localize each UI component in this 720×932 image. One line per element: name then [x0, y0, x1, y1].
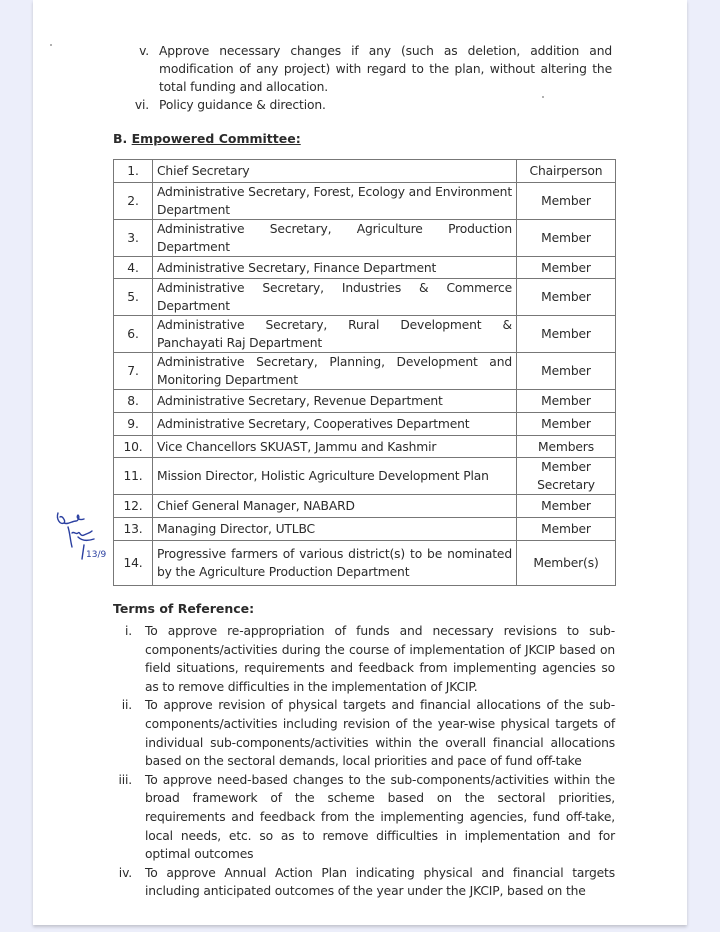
table-row — [114, 458, 616, 495]
serial-number: 9. — [114, 413, 153, 436]
list-item — [113, 96, 613, 114]
list-item-number: iv. — [118, 865, 132, 880]
section-title: Empowered Committee: — [131, 131, 301, 146]
section-prefix: B. — [113, 131, 128, 146]
section-heading-empowered-committee — [113, 131, 301, 146]
serial-number: 4. — [114, 257, 153, 279]
list-item-number: v. — [139, 44, 149, 58]
table-row — [114, 257, 616, 279]
serial-number: 1. — [114, 160, 153, 183]
list-item-text: To approve need-based changes to the sub-components/activities within the broad framework of the scheme based on the sectoral priorities, requirements and feedback from the implementing agencies, fund off-take, local needs, etc. so as to remove difficulties in implementation and for optimal outcomes — [145, 772, 615, 862]
member-role: Member — [517, 518, 616, 541]
list-item-text: Policy guidance & direction. — [159, 98, 326, 112]
powers-list — [113, 42, 613, 114]
handwritten-signature-icon — [54, 507, 116, 569]
table-row — [114, 436, 616, 458]
member-role: Member — [517, 413, 616, 436]
list-item-number: iii. — [118, 772, 132, 787]
serial-number: 6. — [114, 316, 153, 353]
member-role: Member — [517, 390, 616, 413]
list-item — [100, 864, 620, 901]
serial-number: 14. — [114, 541, 153, 586]
table-row — [114, 316, 616, 353]
member-designation: Managing Director, UTLBC — [153, 518, 517, 541]
committee-table — [113, 159, 616, 586]
serial-number: 13. — [114, 518, 153, 541]
member-designation: Administrative Secretary, Finance Department — [153, 257, 517, 279]
serial-number: 8. — [114, 390, 153, 413]
list-item-text: To approve Annual Action Plan indicating physical and financial targets including anticipated outcomes of the year under the JKCIP, based on the — [145, 865, 615, 899]
serial-number: 3. — [114, 220, 153, 257]
table-row — [114, 390, 616, 413]
table-row — [114, 160, 616, 183]
list-item — [100, 696, 620, 770]
list-item — [100, 622, 620, 696]
serial-number: 11. — [114, 458, 153, 495]
member-designation: Administrative Secretary, Cooperatives Department — [153, 413, 517, 436]
member-designation: Administrative Secretary, Rural Development & Panchayati Raj Department — [153, 316, 517, 353]
table-row — [114, 279, 616, 316]
serial-number: 5. — [114, 279, 153, 316]
member-designation: Mission Director, Holistic Agriculture Development Plan — [153, 458, 517, 495]
member-role: Member — [517, 495, 616, 518]
member-role: Member(s) — [517, 541, 616, 586]
member-designation: Administrative Secretary, Industries & Commerce Department — [153, 279, 517, 316]
list-item-number: vi. — [134, 98, 149, 112]
member-role: Member — [517, 353, 616, 390]
serial-number: 7. — [114, 353, 153, 390]
list-item-number: i. — [124, 624, 132, 638]
table-row — [114, 183, 616, 220]
member-role: Chairperson — [517, 160, 616, 183]
list-item — [100, 771, 620, 864]
member-role: Member — [517, 220, 616, 257]
table-row — [114, 541, 616, 586]
table-row — [114, 413, 616, 436]
member-designation: Progressive farmers of various district(s) to be nominated by the Agriculture Production Department — [153, 541, 517, 586]
list-item-number: ii. — [121, 698, 132, 713]
serial-number: 12. — [114, 495, 153, 518]
list-item-text: To approve re-appropriation of funds and necessary revisions to sub-components/activities during the course of implementation of JKCIP based on field situations, requirements and feedback from implementing agencies so as to remove difficulties in the implementation of JKCIP. — [145, 624, 615, 694]
member-designation: Chief Secretary — [153, 160, 517, 183]
serial-number: 10. — [114, 436, 153, 458]
table-row — [114, 495, 616, 518]
member-role: Member — [517, 257, 616, 279]
member-designation: Vice Chancellors SKUAST, Jammu and Kashmir — [153, 436, 517, 458]
member-designation: Administrative Secretary, Revenue Department — [153, 390, 517, 413]
table-row — [114, 220, 616, 257]
list-item-text: To approve revision of physical targets and financial allocations of the sub-components/activities including revision of the year-wise physical targets of individual sub-components/activities within the overall financial allocations based on the sectoral demands, local priorities and pace of fund off-take — [145, 698, 615, 769]
signature-date: 13/9 — [86, 550, 107, 560]
member-role: Member — [517, 316, 616, 353]
member-role: Members — [517, 436, 616, 458]
serial-number: 2. — [114, 183, 153, 220]
list-item-text: Approve necessary changes if any (such as deletion, addition and modification of any project) with regard to the plan, without altering the total funding and allocation. — [159, 44, 612, 94]
member-role: Member — [517, 183, 616, 220]
list-item — [113, 42, 613, 96]
table-row — [114, 518, 616, 541]
section-heading-terms-of-reference: Terms of Reference: — [113, 601, 255, 616]
scan-speck — [50, 44, 52, 46]
member-role: Member — [517, 279, 616, 316]
member-designation: Administrative Secretary, Planning, Development and Monitoring Department — [153, 353, 517, 390]
table-row — [114, 353, 616, 390]
terms-of-reference-list — [100, 622, 620, 901]
member-designation: Chief General Manager, NABARD — [153, 495, 517, 518]
member-role: Member Secretary — [517, 458, 616, 495]
member-designation: Administrative Secretary, Forest, Ecology and Environment Department — [153, 183, 517, 220]
member-designation: Administrative Secretary, Agriculture Production Department — [153, 220, 517, 257]
